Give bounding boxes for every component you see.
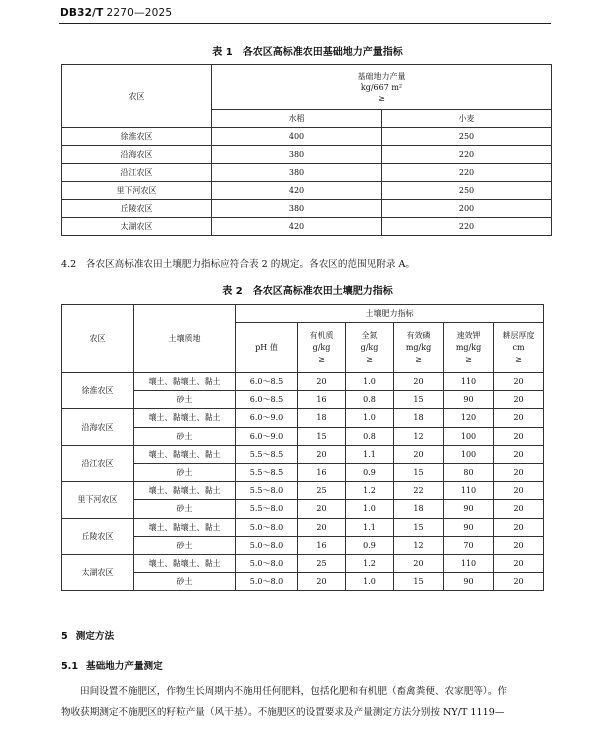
subheader-line: ≥ (318, 354, 325, 364)
value-cell: 5.5～8.0 (236, 500, 298, 518)
region-cell: 沿海农区 (62, 409, 134, 445)
texture-cell: 壤土、黏壤土、黏土 (134, 445, 236, 463)
texture-cell: 壤土、黏壤土、黏土 (134, 409, 236, 427)
value-cell: 1.2 (346, 554, 394, 572)
subheader-line: cm (512, 342, 525, 352)
table2-subheader-cell (298, 323, 346, 373)
section-title: 基础地力产量测定 (86, 661, 163, 672)
table1-group-line: 基础地力产量 (357, 71, 406, 81)
subheader-line: g/kg (312, 342, 331, 352)
table1-caption: 表 1 各农区高标准农田基础地力产量指标 (212, 47, 403, 58)
value-cell: 6.0～9.0 (236, 427, 298, 445)
region-cell: 沿海农区 (62, 146, 212, 164)
value-cell: 0.8 (346, 391, 394, 409)
subheader-line: 全氮 (361, 330, 378, 340)
standard-number: 2270—2025 (106, 7, 173, 19)
header-rule (59, 23, 551, 24)
table1-header-group (212, 65, 552, 110)
wheat-value-cell: 220 (382, 164, 552, 182)
section-5-1-heading (61, 658, 163, 672)
table1-group-line: kg/667 m² (360, 82, 403, 92)
value-cell: 15 (394, 573, 444, 591)
region-cell: 丘陵农区 (62, 518, 134, 554)
table1-header-region: 农区 (62, 65, 212, 128)
value-cell: 90 (444, 500, 494, 518)
table-row (62, 146, 552, 164)
value-cell: 0.9 (346, 536, 394, 554)
table-row (62, 164, 552, 182)
value-cell: 70 (444, 536, 494, 554)
texture-cell: 壤土、黏壤土、黏土 (134, 554, 236, 572)
rice-value-cell: 380 (212, 164, 382, 182)
value-cell: 20 (494, 427, 544, 445)
value-cell: 20 (394, 554, 444, 572)
table1 (61, 64, 552, 236)
value-cell: 20 (494, 482, 544, 500)
wheat-value-cell: 220 (382, 218, 552, 236)
value-cell: 20 (494, 373, 544, 391)
subheader-line: 耕层厚度 (502, 330, 535, 340)
region-cell: 丘陵农区 (62, 200, 212, 218)
texture-cell: 砂土 (134, 427, 236, 445)
section-5-heading (61, 628, 114, 642)
subheader-line: g/kg (360, 342, 379, 352)
rice-value-cell: 380 (212, 200, 382, 218)
table-row (62, 128, 552, 146)
table-row (62, 391, 544, 409)
value-cell: 1.1 (346, 518, 394, 536)
table2-header-group: 土壤肥力指标 (236, 305, 544, 323)
table-row (62, 218, 552, 236)
value-cell: 20 (298, 445, 346, 463)
value-cell: 90 (444, 391, 494, 409)
section-number: 5 (61, 631, 68, 642)
table-row (62, 463, 544, 481)
document-header (60, 7, 172, 19)
value-cell: 120 (444, 409, 494, 427)
subheader-line: ≥ (366, 354, 373, 364)
texture-cell: 砂土 (134, 500, 236, 518)
value-cell: 1.0 (346, 409, 394, 427)
texture-cell: 壤土、黏壤土、黏土 (134, 482, 236, 500)
table-row (62, 536, 544, 554)
texture-cell: 壤土、黏壤土、黏土 (134, 373, 236, 391)
value-cell: 20 (394, 373, 444, 391)
table2 (61, 304, 544, 591)
region-cell: 太湖农区 (62, 218, 212, 236)
value-cell: 110 (444, 373, 494, 391)
texture-cell: 壤土、黏壤土、黏土 (134, 518, 236, 536)
table2-subheader-cell (346, 323, 394, 373)
rice-value-cell: 400 (212, 128, 382, 146)
value-cell: 80 (444, 463, 494, 481)
value-cell: 20 (494, 409, 544, 427)
value-cell: 20 (494, 536, 544, 554)
subheader-line: 有效磷 (406, 330, 431, 340)
value-cell: 18 (394, 500, 444, 518)
region-cell: 徐淮农区 (62, 373, 134, 409)
subheader-line: mg/kg (405, 342, 432, 352)
subheader-line: pH 值 (255, 342, 278, 352)
value-cell: 25 (298, 482, 346, 500)
value-cell: 5.5～8.5 (236, 463, 298, 481)
table-row (62, 409, 544, 427)
texture-cell: 砂土 (134, 463, 236, 481)
table-row (62, 182, 552, 200)
value-cell: 18 (298, 409, 346, 427)
value-cell: 20 (494, 554, 544, 572)
value-cell: 6.0～9.0 (236, 409, 298, 427)
value-cell: 20 (298, 573, 346, 591)
value-cell: 25 (298, 554, 346, 572)
value-cell: 20 (394, 445, 444, 463)
value-cell: 20 (494, 463, 544, 481)
wheat-value-cell: 200 (382, 200, 552, 218)
standard-code: DB32/T (60, 7, 104, 19)
value-cell: 12 (394, 536, 444, 554)
value-cell: 20 (494, 500, 544, 518)
table-row (62, 373, 544, 391)
value-cell: 1.0 (346, 573, 394, 591)
value-cell: 5.0～8.0 (236, 554, 298, 572)
subheader-line: ≥ (515, 354, 522, 364)
table-row (62, 200, 552, 218)
rice-value-cell: 420 (212, 218, 382, 236)
value-cell: 15 (394, 518, 444, 536)
value-cell: 16 (298, 536, 346, 554)
table2-header-texture: 土壤质地 (134, 305, 236, 373)
subheader-line: 有机质 (309, 330, 334, 340)
value-cell: 110 (444, 554, 494, 572)
table2-subheader-cell (236, 323, 298, 373)
value-cell: 20 (494, 573, 544, 591)
texture-cell: 砂土 (134, 536, 236, 554)
table-row (62, 445, 544, 463)
value-cell: 20 (298, 518, 346, 536)
texture-cell: 砂土 (134, 573, 236, 591)
wheat-value-cell: 250 (382, 128, 552, 146)
value-cell: 1.2 (346, 482, 394, 500)
paragraph-4-2: 4.2 各农区高标准农田土壤肥力指标应符合表 2 的规定。各农区的范围见附录 A。 (61, 259, 416, 270)
value-cell: 100 (444, 427, 494, 445)
table1-group-line: ≥ (378, 93, 385, 103)
value-cell: 5.5～8.0 (236, 482, 298, 500)
region-cell: 沿江农区 (62, 164, 212, 182)
value-cell: 1.0 (346, 500, 394, 518)
section-number: 5.1 (61, 661, 78, 672)
value-cell: 90 (444, 518, 494, 536)
value-cell: 20 (494, 391, 544, 409)
value-cell: 12 (394, 427, 444, 445)
table-row (62, 554, 544, 572)
table-row (62, 482, 544, 500)
region-cell: 太湖农区 (62, 554, 134, 590)
texture-cell: 砂土 (134, 391, 236, 409)
body-line: 物收获期测定不施肥区的籽粒产量（风干基）。不施肥区的设置要求及产量测定方法分别按 NY/T 1119— (61, 707, 505, 718)
table2-subheader-cell (494, 323, 544, 373)
wheat-value-cell: 220 (382, 146, 552, 164)
subheader-line: 速效钾 (456, 330, 481, 340)
value-cell: 100 (444, 445, 494, 463)
body-line: 田间设置不施肥区，作物生长周期内不施用任何肥料，包括化肥和有机肥（畜禽粪便、农家肥等）。作 (80, 686, 507, 697)
rice-value-cell: 380 (212, 146, 382, 164)
value-cell: 5.0～8.0 (236, 536, 298, 554)
value-cell: 6.0～8.5 (236, 373, 298, 391)
value-cell: 5.0～8.0 (236, 518, 298, 536)
value-cell: 0.8 (346, 427, 394, 445)
value-cell: 22 (394, 482, 444, 500)
wheat-value-cell: 250 (382, 182, 552, 200)
value-cell: 6.0～8.5 (236, 391, 298, 409)
value-cell: 20 (494, 445, 544, 463)
subheader-line: mg/kg (455, 342, 482, 352)
region-cell: 里下河农区 (62, 482, 134, 518)
value-cell: 110 (444, 482, 494, 500)
section-title: 测定方法 (75, 631, 115, 642)
value-cell: 1.1 (346, 445, 394, 463)
region-cell: 徐淮农区 (62, 128, 212, 146)
value-cell: 16 (298, 463, 346, 481)
table-row (62, 500, 544, 518)
table1-header-wheat: 小麦 (382, 110, 552, 128)
table2-header-region: 农区 (62, 305, 134, 373)
subheader-line: ≥ (465, 354, 472, 364)
value-cell: 0.9 (346, 463, 394, 481)
value-cell: 90 (444, 573, 494, 591)
value-cell: 1.0 (346, 373, 394, 391)
table-row (62, 427, 544, 445)
region-cell: 沿江农区 (62, 445, 134, 481)
value-cell: 20 (298, 373, 346, 391)
region-cell: 里下河农区 (62, 182, 212, 200)
value-cell: 20 (298, 500, 346, 518)
rice-value-cell: 420 (212, 182, 382, 200)
table2-caption: 表 2 各农区高标准农田土壤肥力指标 (222, 286, 393, 297)
value-cell: 16 (298, 391, 346, 409)
table1-header-rice: 水稻 (212, 110, 382, 128)
value-cell: 15 (298, 427, 346, 445)
table2-subheader-cell (444, 323, 494, 373)
value-cell: 15 (394, 391, 444, 409)
value-cell: 5.0～8.0 (236, 573, 298, 591)
value-cell: 15 (394, 463, 444, 481)
value-cell: 5.5～8.5 (236, 445, 298, 463)
value-cell: 20 (494, 518, 544, 536)
subheader-line: ≥ (415, 354, 422, 364)
table-row (62, 573, 544, 591)
table-row (62, 518, 544, 536)
value-cell: 18 (394, 409, 444, 427)
table2-subheader-cell (394, 323, 444, 373)
